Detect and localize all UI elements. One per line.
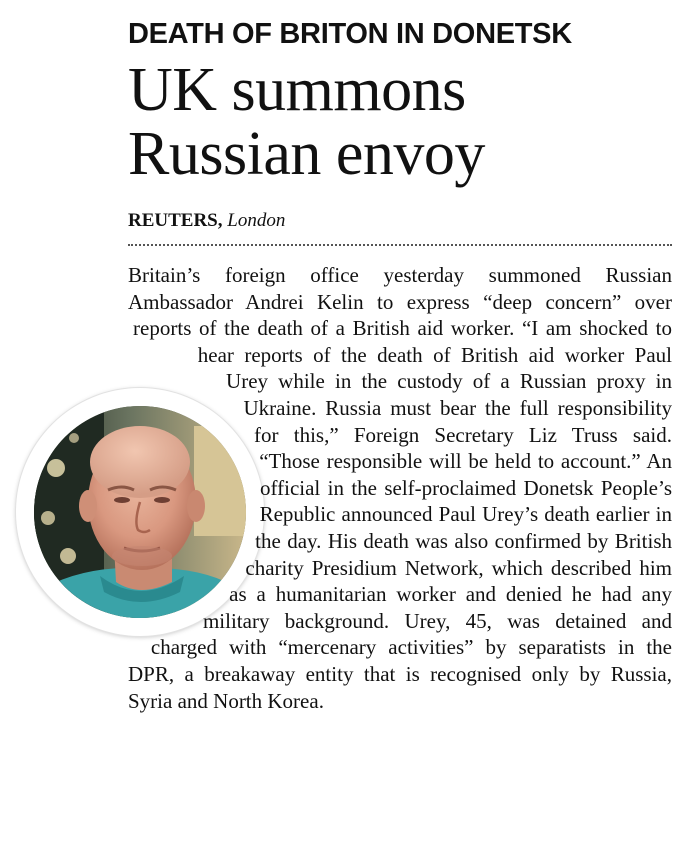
- headline: [128, 58, 672, 186]
- headline-line-1: UK summons: [128, 56, 466, 124]
- byline-place: London: [227, 210, 286, 231]
- byline-agency: REUTERS,: [128, 210, 223, 231]
- article-body: [128, 262, 672, 714]
- kicker-heading: DEATH OF BRITON IN DONETSK: [128, 18, 572, 50]
- headline-line-2: Russian envoy: [128, 120, 485, 188]
- article-body-text: Britain’s foreign office yesterday summoned Russian Ambassador Andrei Kelin to express “deep concern” over reports of the death of a British aid worker. “I am shocked to hear reports of the death of British aid worker Paul Urey while in the custody of a Russian proxy in Ukraine. Russia must bear the full responsibility for this,” Foreign Secretary Liz Truss said. “Those responsible will be held to account.” An official in the self-proclaimed Donetsk People’s Republic announced Paul Urey’s death earlier in the day. His death was also confirmed by British charity Presidium Network, which described him as a humanitarian worker and denied he had any military background. Urey, 45, was detained and charged with “mercenary activities” by separatists in the DPR, a breakaway entity that is recognised only by Russia, Syria and North Korea.: [128, 263, 672, 713]
- byline: [128, 208, 285, 234]
- dotted-divider: [128, 244, 672, 246]
